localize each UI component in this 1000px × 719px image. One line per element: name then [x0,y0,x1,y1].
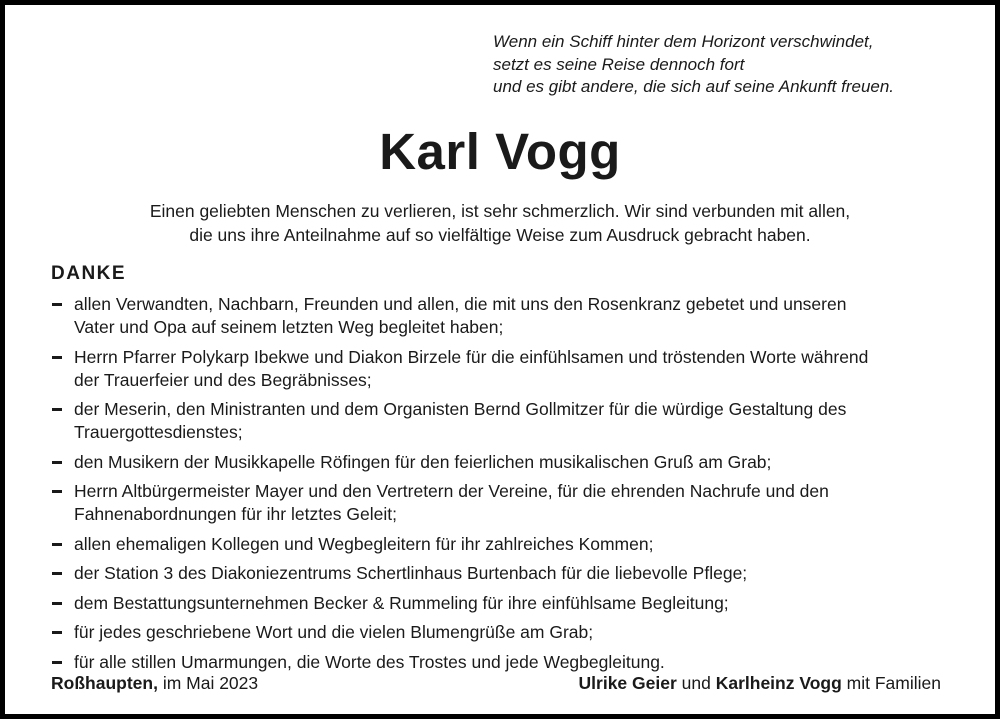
quote-line: und es gibt andere, die sich auf seine Ankunft freuen. [493,77,895,96]
thanks-item-line: Vater und Opa auf seinem letzten Weg begleitet haben; [74,317,504,337]
intro-line: die uns ihre Anteilnahme auf so vielfältige Weise zum Ausdruck gebracht haben. [189,224,811,245]
thanks-item-line: den Musikern der Musikkapelle Röfingen für den feierlichen musikalischen Gruß am Grab; [74,451,772,472]
thanks-item-line: Herrn Altbürgermeister Mayer und den Vertretern der Vereine, für die ehrenden Nachrufe und den [74,481,829,501]
thanks-item-line: Trauergottesdienstes; [74,422,243,442]
thanks-item [51,293,971,339]
thanks-item [51,480,971,526]
thanks-item [51,398,971,444]
thanks-item-line: für jedes geschriebene Wort und die vielen Blumengrüße am Grab; [74,622,594,642]
dash-bullet-icon [52,461,62,464]
dash-bullet-icon [52,631,62,634]
footer-signature [579,671,941,695]
thanks-item-line: der Station 3 des Diakoniezentrums Schertlinhaus Burtenbach für die liebevolle Pflege; [74,563,748,583]
dash-bullet-icon [52,602,62,605]
obituary-card [5,5,995,714]
thanks-item [51,451,971,474]
thanks-item [51,592,971,615]
thanks-item [51,346,971,392]
thanks-item [51,621,971,644]
dash-bullet-icon [52,356,62,359]
thanks-item-line: der Meserin, den Ministranten und dem Organisten Bernd Gollmitzer für die würdige Gestaltung des [74,399,847,419]
deceased-name: Karl Vogg [379,123,621,180]
dash-bullet-icon [52,408,62,411]
footer-signer-1: Ulrike Geier [578,673,677,693]
dash-bullet-icon [52,303,62,306]
dash-bullet-icon [52,572,62,575]
footer-date: im Mai 2023 [162,673,259,693]
dash-bullet-icon [52,490,62,493]
dash-bullet-icon [52,543,62,546]
thanks-item [51,562,971,585]
quote-line: setzt es seine Reise dennoch fort [493,54,745,74]
footer-place-date [51,671,258,695]
quote-block [493,31,894,99]
footer-signer-2: Karlheinz Vogg [715,673,842,693]
thanks-list [51,293,971,680]
footer-place: Roßhaupten, [51,673,158,693]
dash-bullet-icon [52,661,62,664]
thanks-item-line: allen Verwandten, Nachbarn, Freunden und allen, die mit uns den Rosenkranz gebetet und unseren [74,294,847,314]
thanks-item-line: für alle stillen Umarmungen, die Worte des Trostes und jede Wegbegleitung. [74,651,665,672]
quote-line: Wenn ein Schiff hinter dem Horizont verschwindet, [493,32,874,51]
footer-und: und [681,673,711,693]
thanks-item-line: Fahnenabordnungen für ihr letztes Geleit; [74,504,397,524]
intro-line: Einen geliebten Menschen zu verlieren, ist sehr schmerzlich. Wir sind verbunden mit allen, [149,201,851,221]
danke-heading: DANKE [51,263,127,284]
intro-text [5,200,995,247]
thanks-item-line: der Trauerfeier und des Begräbnisses; [74,369,372,390]
footer-suffix: mit Familien [846,673,941,693]
thanks-item-line: allen ehemaligen Kollegen und Wegbegleitern für ihr zahlreiches Kommen; [74,533,654,554]
thanks-item [51,533,971,556]
thanks-item-line: Herrn Pfarrer Polykarp Ibekwe und Diakon Birzele für die einfühlsamen und tröstenden Worte während [74,346,869,367]
thanks-item-line: dem Bestattungsunternehmen Becker & Rummeling für ihre einfühlsame Begleitung; [74,592,729,613]
